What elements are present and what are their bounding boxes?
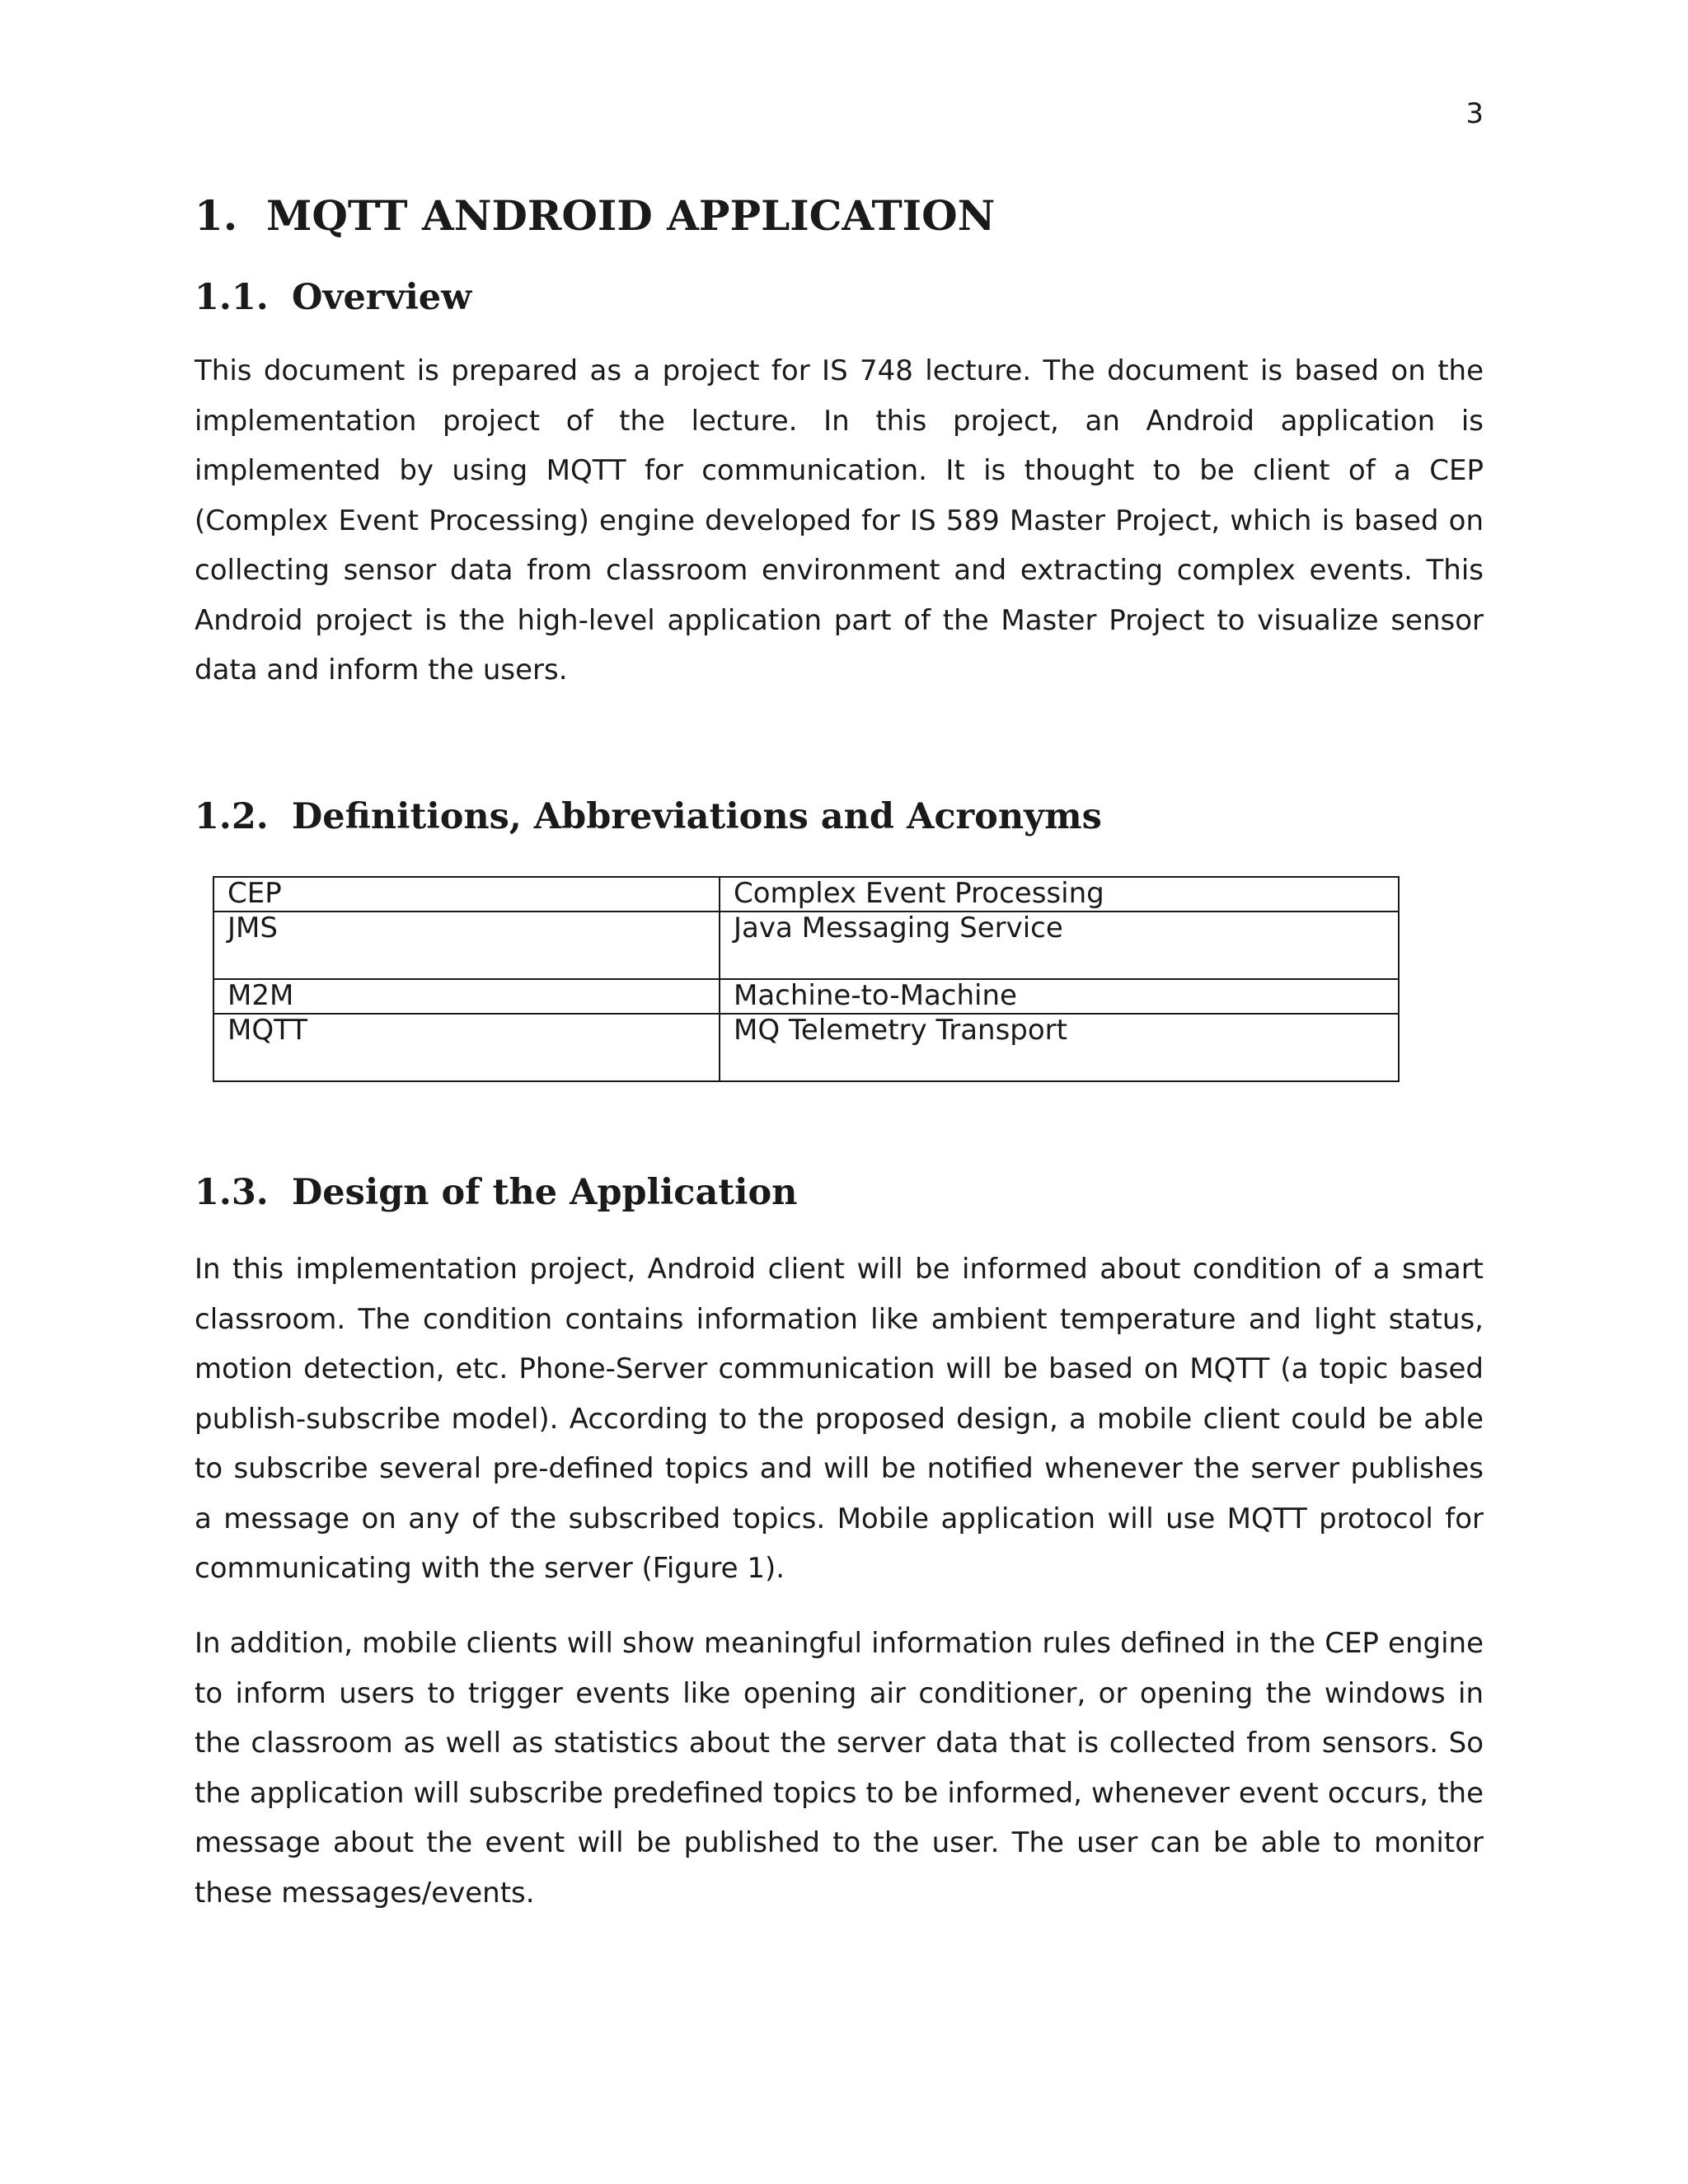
overview-paragraph: This document is prepared as a project for IS 748 lecture. The document is based on the implementation project of the lecture. In this project, an Android application is implemented by using MQTT for communication. It is thought to be client of a CEP (Complex Event Processing) engine developed for IS 589 Master Project, which is based on collecting sensor data from classroom environment and extracting complex events. This Android project is the high-level application part of the Master Project to visualize sensor data and inform the users. <box>195 354 1484 687</box>
table-cell-term: JMS <box>213 912 720 979</box>
page-number: 3 <box>1465 97 1484 130</box>
section-number: 1.1. <box>195 277 269 318</box>
table-cell-term: M2M <box>213 979 720 1014</box>
section-number: 1.3. <box>195 1172 269 1213</box>
chapter-title: MQTT ANDROID APPLICATION <box>266 191 996 240</box>
table-cell-definition: Machine-to-Machine <box>720 979 1399 1014</box>
section-title: Design of the Application <box>292 1172 798 1213</box>
section-title: Definitions, Abbreviations and Acronyms <box>292 796 1102 837</box>
section-heading-definitions <box>195 796 1102 837</box>
table-cell-term: CEP <box>213 877 720 912</box>
design-paragraph-2: In addition, mobile clients will show meaningful information rules defined in the CEP engine to inform users to trigger events like opening air conditioner, or opening the windows in the classroom as well as statistics about the server data that is collected from sensors. So the application will subscribe predefined topics to be informed, whenever event occurs, the message about the event will be published to the user. The user can be able to monitor these messages/events. <box>195 1627 1484 1910</box>
chapter-number: 1. <box>195 191 238 240</box>
section-number: 1.2. <box>195 796 269 837</box>
section-title: Overview <box>292 277 472 318</box>
table-cell-definition: MQ Telemetry Transport <box>720 1014 1399 1081</box>
table-cell-definition: Java Messaging Service <box>720 912 1399 979</box>
design-paragraph-1: In this implementation project, Android client will be informed about condition of a smart classroom. The condition contains information like ambient temperature and light status, motion detection, etc. Phone-Server communication will be based on MQTT (a topic based publish-subscribe model). According to the proposed design, a mobile client could be able to subscribe several pre-defined topics and will be notified whenever the server publishes a message on any of the subscribed topics. Mobile application will use MQTT protocol for communicating with the server (Figure 1). <box>195 1253 1484 1585</box>
section-heading-design <box>195 1172 797 1213</box>
chapter-heading <box>195 191 995 240</box>
table-cell-definition: Complex Event Processing <box>720 877 1399 912</box>
abbreviations-table <box>213 876 1400 1082</box>
table-row <box>213 912 1399 979</box>
table-cell-term: MQTT <box>213 1014 720 1081</box>
table-row <box>213 1014 1399 1081</box>
table-row <box>213 979 1399 1014</box>
table-row <box>213 877 1399 912</box>
section-heading-overview <box>195 277 471 318</box>
